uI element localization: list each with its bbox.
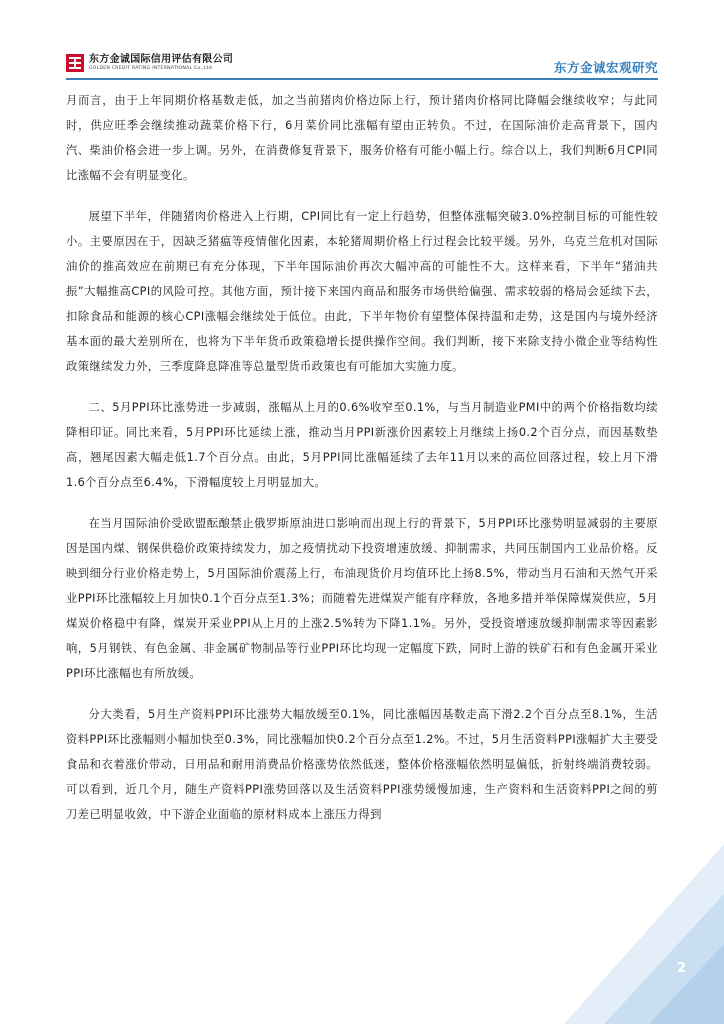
company-logo bbox=[66, 52, 276, 74]
paragraph-ppi-categories: 分大类看，5月生产资料PPI环比涨势大幅放缓至0.1%，同比涨幅因基数走高下滑2.2个百分点至8.1%，生活资料PPI环比涨幅则小幅加快至0.3%，同比涨幅加快0.2个百分点至1.2%。不过，5月生活资料PPI涨幅扩大主要受食品和衣着涨价带动，日用品和耐用消费品价格涨势依然低迷，整体价格涨幅依然明显偏低，折射终端消费较弱。可以看到，近几个月，随生产资料PPI涨势回落以及生活资料PPI涨势缓慢加速，生产资料和生活资料PPI之间的剪刀差已明显收敛，中下游企业面临的原材料成本上涨压力得到 bbox=[66, 708, 658, 821]
logo-english-name: GOLDEN CREDIT RATING INTERNATIONAL Co.,Ltd. bbox=[89, 65, 214, 71]
report-series-title: 东方金诚宏观研究 bbox=[553, 60, 658, 75]
paragraph-ppi-drivers: 在当月国际油价受欧盟酝酿禁止俄罗斯原油进口影响而出现上行的背景下，5月PPI环比涨势明显减弱的主要原因是国内煤、钢保供稳价政策持续发力，加之疫情扰动下投资增速放缓、抑制需求，共同压制国内工业品价格。反映到细分行业价格走势上，5月国际油价震荡上行，布油现货价月均值环比上扬8.5%，带动当月石油和天然气开采业PPI环比涨幅较上月加快0.1个百分点至1.3%；而随着先进煤炭产能有序释放，各地多措并举保障煤炭供应，5月煤炭价格稳中有降，煤炭开采业PPI从上月的上涨2.5%转为下降1.1%。另外，受投资增速放缓抑制需求等因素影响，5月钢铁、有色金属、非金属矿物制品等行业PPI环比均现一定幅度下跌，同时上游的铁矿石和有色金属开采业PPI环比涨幅也有所放缓。 bbox=[66, 517, 658, 680]
paragraph-outlook: 展望下半年，伴随猪肉价格进入上行期，CPI同比有一定上行趋势，但整体涨幅突破3.0%控制目标的可能性较小。主要原因在于，因缺乏猪瘟等疫情催化因素，本轮猪周期价格上行过程会比较平缓。另外，乌克兰危机对国际油价的推高效应在前期已有充分体现，下半年国际油价再次大幅冲高的可能性不大。这样来看，下半年“猪油共振”大幅推高CPI的风险可控。其他方面，预计接下来国内商品和服务市场供给偏强、需求较弱的格局会延续下去，扣除食品和能源的核心CPI涨幅会继续处于低位。由此，下半年物价有望整体保持温和走势，这是国内与境外经济基本面的最大差别所在，也将为下半年货币政策稳增长提供操作空间。我们判断，接下来除支持小微企业等结构性政策继续发力外，三季度降息降准等总量型货币政策也有可能加大实施力度。 bbox=[66, 210, 658, 373]
corner-decoration bbox=[564, 844, 724, 1024]
header-divider bbox=[66, 78, 658, 80]
logo-chinese-name: 东方金诚国际信用评估有限公司 bbox=[89, 53, 234, 65]
paragraph-continuation: 月而言，由于上年同期价格基数走低，加之当前猪肉价格边际上行，预计猪肉价格同比降幅会继续收窄；与此同时，供应旺季会继续推动蔬菜价格下行，6月菜价同比涨幅有望由正转负。不过，在国际油价走高背景下，国内汽、柴油价格会进一步上调。另外，在消费修复背景下，服务价格有可能小幅上行。综合以上，我们判断6月CPI同比涨幅不会有明显变化。 bbox=[66, 94, 658, 182]
logo-mark-icon bbox=[66, 54, 84, 72]
document-body bbox=[66, 88, 658, 843]
page-header bbox=[0, 0, 724, 82]
page-number: 2 bbox=[676, 961, 686, 976]
paragraph-ppi-section: 二、5月PPI环比涨势进一步减弱，涨幅从上月的0.6%收窄至0.1%，与当月制造业PMI中的两个价格指数均续降相印证。同比来看，5月PPI环比延续上涨，推动当月PPI新涨价因素较上月继续上扬0.2个百分点，而因基数垫高，翘尾因素大幅走低1.7个百分点。由此，5月PPI同比涨幅延续了去年11月以来的高位回落过程，较上月下滑1.6个百分点至6.4%，下滑幅度较上月明显加大。 bbox=[66, 401, 658, 489]
